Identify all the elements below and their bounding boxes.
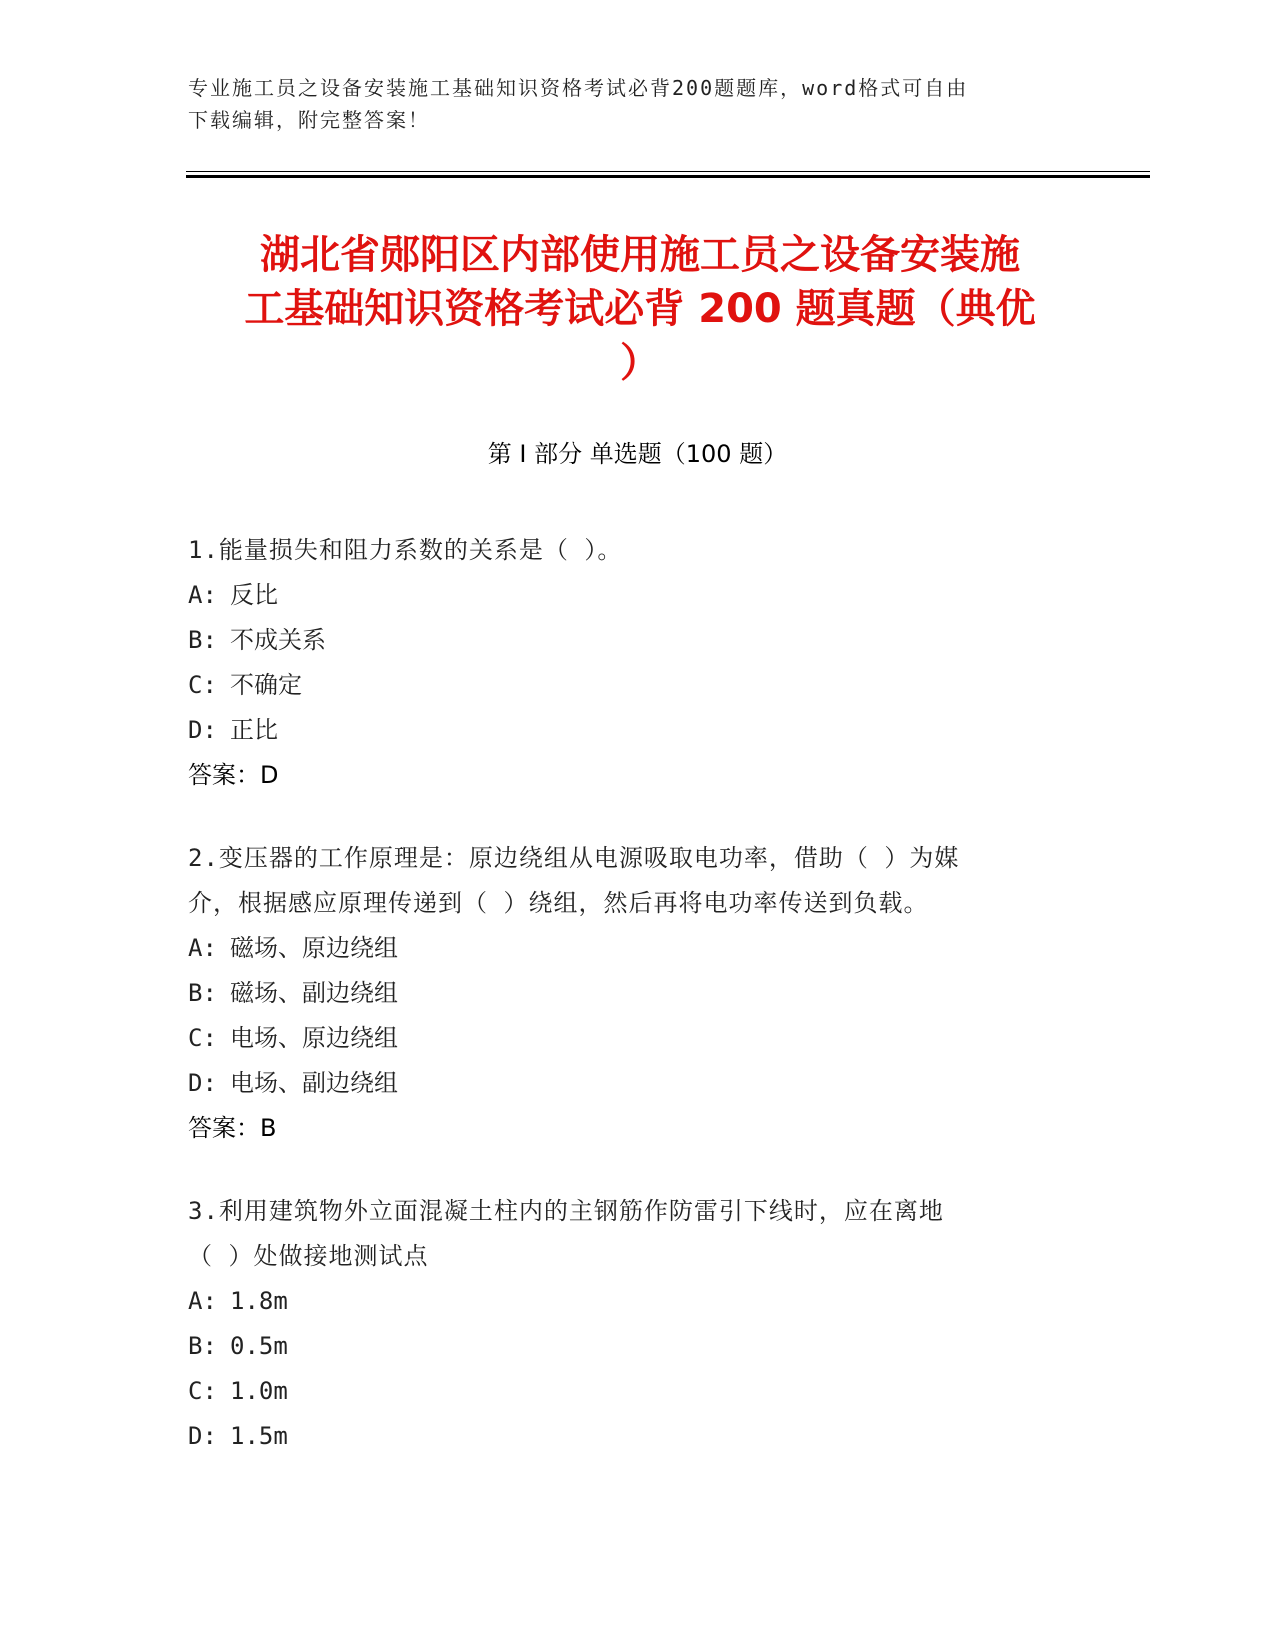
option-c xyxy=(188,1016,1088,1061)
question-3 xyxy=(188,1189,1088,1459)
option-text: 0.5m xyxy=(230,1332,288,1360)
question-1 xyxy=(188,528,1088,798)
title-line-1: 湖北省郧阳区内部使用施工员之设备安装施 xyxy=(260,232,1020,278)
header-note-line-1: 专业施工员之设备安装施工基础知识资格考试必背200题题库，word格式可自由 xyxy=(188,76,969,100)
option-a xyxy=(188,573,1088,618)
option-text: 磁场、副边绕组 xyxy=(230,979,398,1007)
header-rule-thick xyxy=(186,175,1150,178)
option-letter: A: xyxy=(188,934,217,962)
option-b xyxy=(188,971,1088,1016)
option-text: 正比 xyxy=(230,716,278,744)
option-letter: C: xyxy=(188,671,217,699)
header-note xyxy=(188,72,1068,136)
option-text: 不成关系 xyxy=(230,626,326,654)
option-letter: B: xyxy=(188,979,217,1007)
option-letter: D: xyxy=(188,716,217,744)
option-c xyxy=(188,663,1088,708)
option-d xyxy=(188,1061,1088,1106)
option-d xyxy=(188,708,1088,753)
question-text-cont: （ ）处做接地测试点 xyxy=(188,1242,429,1270)
option-letter: D: xyxy=(188,1069,217,1097)
section-heading: 第 I 部分 单选题（100 题） xyxy=(487,440,788,468)
option-d xyxy=(188,1414,1088,1459)
option-letter: A: xyxy=(188,581,217,609)
question-2 xyxy=(188,836,1088,1151)
option-letter: C: xyxy=(188,1024,217,1052)
question-text: 3.利用建筑物外立面混凝土柱内的主钢筋作防雷引下线时，应在离地 xyxy=(188,1197,944,1225)
option-letter: B: xyxy=(188,626,217,654)
header-rule-thin xyxy=(186,171,1150,172)
question-text: 2.变压器的工作原理是：原边绕组从电源吸取电功率，借助（ ）为媒 xyxy=(188,844,960,872)
option-letter: A: xyxy=(188,1287,217,1315)
option-b xyxy=(188,1324,1088,1369)
option-letter: B: xyxy=(188,1332,217,1360)
option-text: 1.5m xyxy=(230,1422,288,1450)
option-letter: D: xyxy=(188,1422,217,1450)
option-a xyxy=(188,1279,1088,1324)
option-text: 反比 xyxy=(230,581,278,609)
question-text: 1.能量损失和阻力系数的关系是（ ）。 xyxy=(188,536,623,564)
title-line-3: ） xyxy=(620,340,660,386)
title-line-2: 工基础知识资格考试必背 200 题真题（典优 xyxy=(244,286,1036,332)
option-text: 不确定 xyxy=(230,671,302,699)
option-text: 电场、副边绕组 xyxy=(230,1069,398,1097)
option-letter: C: xyxy=(188,1377,217,1405)
option-text: 磁场、原边绕组 xyxy=(230,934,398,962)
option-c xyxy=(188,1369,1088,1414)
header-note-line-2: 下载编辑，附完整答案！ xyxy=(188,108,430,132)
answer-line: 答案：B xyxy=(188,1114,277,1142)
document-title xyxy=(160,228,1120,390)
question-text-cont: 介，根据感应原理传递到（ ）绕组，然后再将电功率传送到负载。 xyxy=(188,889,929,917)
option-text: 1.0m xyxy=(230,1377,288,1405)
option-a xyxy=(188,926,1088,971)
option-text: 1.8m xyxy=(230,1287,288,1315)
option-b xyxy=(188,618,1088,663)
answer-line: 答案：D xyxy=(188,761,279,789)
question-list xyxy=(188,528,1088,1497)
option-text: 电场、原边绕组 xyxy=(230,1024,398,1052)
